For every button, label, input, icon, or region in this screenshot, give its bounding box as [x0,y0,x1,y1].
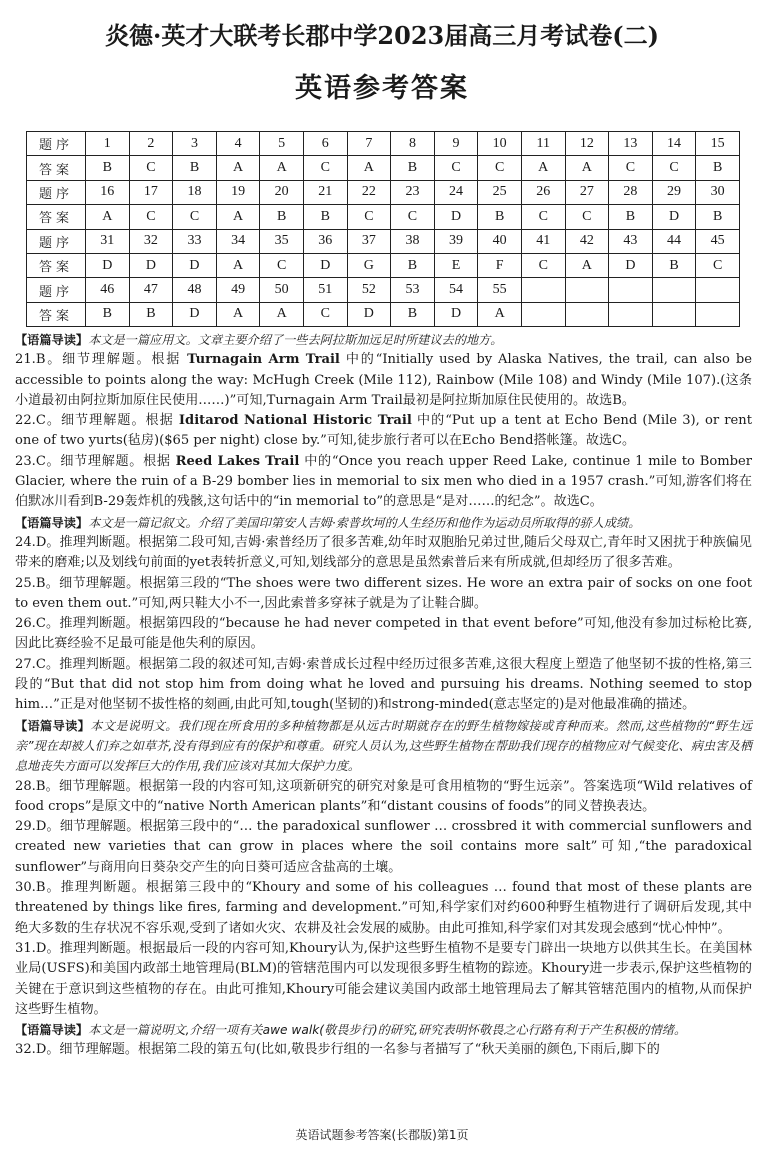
table-cell: C [347,205,391,229]
exam-title: 炎德·英才大联考长郡中学2023届高三月考试卷(二) [105,21,659,50]
table-cell: D [434,302,478,326]
table-cell: B [129,302,173,326]
table-cell: 41 [521,229,565,253]
table-cell: D [129,253,173,277]
intro-text: 本文是一篇记叙文。介绍了美国印第安人吉姆·索普坎坷的人生经历和他作为运动员所取得的骄人成绩。 [88,515,641,530]
table-cell: D [652,205,696,229]
explanation-21 [15,350,752,411]
row-label: 答案 [27,302,86,326]
table-cell [696,278,740,302]
table-cell: B [173,156,217,180]
q-label: 23.C。细节理解题。根据 [15,453,171,469]
answer-table-row [27,205,740,229]
table-cell [652,302,696,326]
table-cell: A [86,205,130,229]
table-cell: 20 [260,180,304,204]
table-cell: 51 [303,278,347,302]
table-cell: 34 [216,229,260,253]
table-cell: D [173,253,217,277]
row-label: 题序 [27,278,86,302]
explanation-30: 30.B。推理判断题。根据第三段中的“Khoury and some of his colleagues … found that most of these plants are threatened by things like fires, farming and development.”可知,科学家们对约600种野生植物进行了调研后发现,其中绝大多数的生存状况不容乐观,受到了诸如火灾、农耕及社会发展的威胁。由此可推知,科学家们对其发现会感到“忧心忡忡”。 [15,880,752,936]
table-cell [565,302,609,326]
table-cell: A [216,205,260,229]
explanation-23 [15,452,752,513]
row-label: 题序 [27,132,86,156]
table-cell: 12 [565,132,609,156]
table-cell: D [347,302,391,326]
table-cell: 7 [347,132,391,156]
table-cell: C [129,156,173,180]
table-cell: 55 [478,278,522,302]
table-cell: D [609,253,653,277]
table-cell: 26 [521,180,565,204]
table-cell: G [347,253,391,277]
table-cell: B [260,205,304,229]
intro-tag: 【语篇导读】 [15,718,91,733]
table-cell: A [565,253,609,277]
table-cell: A [521,156,565,180]
trail-name: Iditarod National Historic Trail [178,413,412,429]
table-cell: B [652,253,696,277]
table-cell: 52 [347,278,391,302]
answer-table-row [27,302,740,326]
table-cell: C [129,205,173,229]
answer-table-row [27,132,740,156]
table-cell: 53 [391,278,435,302]
explanation-28: 28.B。细节理解题。根据第一段的内容可知,这项新研究的研究对象是可食用植物的“野生远亲”。答案选项“Wild relatives of food crops”是原文中的“native North American plants”和“distant cousins of foods”的同义替换表达。 [15,778,752,814]
row-label: 答案 [27,253,86,277]
explanations [15,330,752,1061]
table-cell: D [434,205,478,229]
table-cell: B [391,253,435,277]
table-cell: 54 [434,278,478,302]
table-cell [609,278,653,302]
table-cell: 8 [391,132,435,156]
table-cell: A [565,156,609,180]
table-cell: 36 [303,229,347,253]
table-cell [521,302,565,326]
table-cell: 21 [303,180,347,204]
table-cell: C [303,156,347,180]
table-cell: 29 [652,180,696,204]
table-cell: 4 [216,132,260,156]
table-cell: 39 [434,229,478,253]
table-cell: A [347,156,391,180]
table-cell: A [216,253,260,277]
answer-table-row [27,229,740,253]
table-cell: 42 [565,229,609,253]
table-cell: 44 [652,229,696,253]
table-cell: 17 [129,180,173,204]
answer-table-row [27,253,740,277]
table-cell: B [303,205,347,229]
table-cell: 46 [86,278,130,302]
answer-table [26,131,740,327]
q-label: 21.B。细节理解题。根据 [15,352,182,368]
table-cell: C [521,253,565,277]
table-cell: F [478,253,522,277]
table-cell: 9 [434,132,478,156]
table-cell: B [391,156,435,180]
table-cell: 31 [86,229,130,253]
table-cell: A [260,156,304,180]
table-cell: B [86,302,130,326]
table-cell: 45 [696,229,740,253]
table-cell: C [609,156,653,180]
table-cell: 3 [173,132,217,156]
table-cell [565,278,609,302]
table-cell: 49 [216,278,260,302]
table-cell: B [696,156,740,180]
explanation-31: 31.D。推理判断题。根据最后一段的内容可知,Khoury认为,保护这些野生植物不是要专门辟出一块地方以供其生长。在美国林业局(USFS)和美国内政部土地管理局(BLM)的管辖范围内可以发现很多野生植物的踪迹。Khoury进一步表示,保护这些植物的关键在于意识到这些植物的存在。由此可推知,Khoury可能会建议美国内政部土地管理局去了解其管辖范围内的植物,从而保护这些野生植物。 [15,940,752,1017]
table-cell: A [260,302,304,326]
passage-intro [15,1020,752,1040]
table-cell: 6 [303,132,347,156]
table-cell: A [216,156,260,180]
table-cell: C [391,205,435,229]
table-cell: 15 [696,132,740,156]
intro-text: 本文是一篇说明文,介绍一项有关awe walk(敬畏步行)的研究,研究表明怀敬畏之心行路有利于产生积极的情绪。 [88,1023,687,1038]
row-label: 答案 [27,205,86,229]
table-cell: C [478,156,522,180]
row-label: 题序 [27,229,86,253]
intro-text: 本文是一篇应用文。文章主要介绍了一些去阿拉斯加远足时所建议去的地方。 [88,333,503,347]
table-cell: C [652,156,696,180]
table-cell: B [609,205,653,229]
table-cell: 32 [129,229,173,253]
trail-name: Turnagain Arm Trail [187,352,340,368]
explanation-32: 32.D。细节理解题。根据第二段的第五句(比如,敬畏步行组的一名参与者描写了“秋天美丽的颜色,下雨后,脚下的 [15,1042,660,1058]
table-cell: C [696,253,740,277]
table-cell: C [434,156,478,180]
answer-table-row [27,156,740,180]
table-cell: B [391,302,435,326]
table-cell: 13 [609,132,653,156]
explanation-24: 24.D。推理判断题。根据第二段可知,吉姆·索普经历了很多苦难,幼年时双胞胎兄弟过世,随后父母双亡,青年时又困扰于种族偏见带来的磨难;以及划线句前面的yet表转折意义,可知,划线部分的意思是虽然索普后来有所成就,但却经历了很多苦难。 [15,534,752,571]
intro-tag: 【语篇导读】 [15,333,89,347]
table-cell: 50 [260,278,304,302]
table-cell: B [696,205,740,229]
q-label: 22.C。细节理解题。根据 [15,413,174,429]
table-cell: 2 [129,132,173,156]
table-cell: 5 [260,132,304,156]
table-cell: D [303,253,347,277]
table-cell: 16 [86,180,130,204]
table-cell: 37 [347,229,391,253]
passage-intro [15,330,752,350]
table-cell: 40 [478,229,522,253]
table-cell: A [478,302,522,326]
table-cell: 47 [129,278,173,302]
table-cell [609,302,653,326]
table-cell: D [86,253,130,277]
passage-intro [15,716,752,777]
table-cell: 28 [609,180,653,204]
table-cell: 14 [652,132,696,156]
answer-table-row [27,278,740,302]
table-cell: A [216,302,260,326]
answer-table-row [27,180,740,204]
intro-tag: 【语篇导读】 [15,1023,89,1038]
table-cell: 1 [86,132,130,156]
passage-intro [15,513,752,533]
table-cell: 48 [173,278,217,302]
table-cell: C [173,205,217,229]
q-text: 中的“Once you reach upper Reed Lake, continue 1 mile to Bomber Glacier, where the ruin of a B-29 bomber lies in memorial to six men who died in a 1957 crash.”可知,游客们将在伯默冰川看到B-29轰炸机的残骸,这句话中的“in memorial to”的意思是“是对……的纪念”。故选C。 [15,453,753,510]
explanation-22 [15,411,752,452]
table-cell: C [521,205,565,229]
table-cell [696,302,740,326]
table-cell: C [260,253,304,277]
row-label: 题序 [27,180,86,204]
trail-name: Reed Lakes Trail [175,453,300,469]
table-cell: 11 [521,132,565,156]
table-cell: C [303,302,347,326]
table-cell: 38 [391,229,435,253]
table-cell: 27 [565,180,609,204]
explanation-27: 27.C。推理判断题。根据第二段的叙述可知,吉姆·索普成长过程中经历过很多苦难,这很大程度上塑造了他坚韧不拔的性格,第三段的“But that did not stop him from doing what he loved and pursuing his dreams. Nothing seemed to stop him…”正是对他坚韧不拔性格的刻画,由此可知,tough(坚韧的)和strong-minded(意志坚定的)是对他最准确的描述。 [15,656,752,713]
intro-tag: 【语篇导读】 [15,515,89,530]
table-cell [652,278,696,302]
table-cell: 25 [478,180,522,204]
table-cell: B [478,205,522,229]
intro-text: 本文是说明文。我们现在所食用的多种植物都是从远古时期就存在的野生植物嫁接或育种而来。然而,这些植物的“野生远亲”现在却被人们弃之如草芥,没有得到应有的保护和尊重。研究人员认为,这些野生植物在帮助我们现存的植物应对气候变化、病虫害及栖息地丧失方面可以发挥巨大的作用,我们应该对其加大保护力度。 [15,718,753,774]
table-cell: 23 [391,180,435,204]
q-text: 中的“Initially used by Alaska Natives, the trail, can also be accessible to points along the way: McHugh Creek (Mile 112), Rainbow (Mile 108) and Windy (Mile 107).(这条小道最初由阿拉斯加原住民使用……)”可知,Turnagain Arm Trail最初是阿拉斯加原住民使用的。故选B。 [15,352,752,408]
table-cell: 35 [260,229,304,253]
answer-key-title: 英语参考答案 [295,73,469,104]
table-cell: 18 [173,180,217,204]
row-label: 答案 [27,156,86,180]
table-cell: 30 [696,180,740,204]
table-cell: B [86,156,130,180]
table-cell: D [173,302,217,326]
table-cell: 10 [478,132,522,156]
table-cell: 43 [609,229,653,253]
page-footer: 英语试题参考答案(长郡版)第1页 [295,1128,469,1142]
table-cell: 19 [216,180,260,204]
table-cell [521,278,565,302]
q-text: 中的“Put up a tent at Echo Bend (Mile 3), or rent one of two yurts(毡房)($65 per night) close by.”可知,徒步旅行者可以在Echo Bend搭帐篷。故选C。 [15,413,752,449]
explanation-25: 25.B。细节理解题。根据第三段的“The shoes were two different sizes. He wore an extra pair of socks on one foot to even them out.”可知,两只鞋大小不一,因此索普多穿袜子就是为了让鞋合脚。 [15,575,752,611]
explanation-26: 26.C。推理判断题。根据第四段的“because he had never competed in that event before”可知,他没有参加过标枪比赛,因此比赛经验不足最可能是他失利的原因。 [15,616,752,652]
table-cell: C [565,205,609,229]
table-cell: 24 [434,180,478,204]
table-cell: 33 [173,229,217,253]
table-cell: 22 [347,180,391,204]
explanation-29: 29.D。细节理解题。根据第三段中的“… the paradoxical sunflower … crossbred it with commercial sunflowers and created new varieties that can grow in places where the soil contains more salt”可知,“the paradoxical sunflower”与商用向日葵杂交产生的向日葵可适应含盐高的土壤。 [15,819,752,875]
table-cell: E [434,253,478,277]
